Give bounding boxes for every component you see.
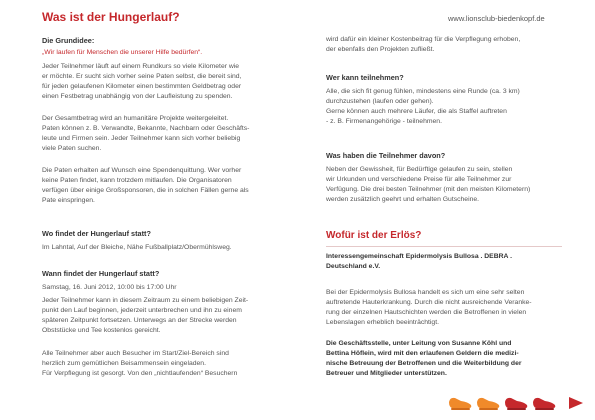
text-line: Obststücke und Tee kostenlos gereicht. <box>42 326 161 334</box>
paragraph-disease <box>326 288 562 327</box>
text-line: Neben der Gewissheit, für Bedürftige gelaufen zu sein, stellen <box>326 166 513 173</box>
text-line: Für Verpflegung ist gesorgt. Von den „nichtlaufenden“ Besuchern <box>42 369 238 377</box>
text-line: verfügen über einige Großsponsoren, die in solchen Fällen gerne als <box>42 186 249 194</box>
organisation-title <box>326 252 562 272</box>
text-line: Bei der Epidermolysis Bullosa handelt es sich um eine sehr selten <box>326 289 525 296</box>
paragraph-receipts <box>42 166 278 205</box>
text-line: Jeder Teilnehmer läuft auf einem Rundkurs so viele Kilometer wie <box>42 63 240 70</box>
running-shoe-icon <box>477 398 499 410</box>
text-line: der ebenfalls den Projekten zufließt. <box>326 45 435 53</box>
paragraph-office <box>326 339 562 378</box>
text-line: auftretende Hauterkrankung. Durch die nicht ausreichende Veranke- <box>326 298 532 306</box>
paragraph-rules <box>42 62 278 101</box>
text-line: Die Paten erhalten auf Wunsch eine Spendenquittung. Wer vorher <box>42 167 242 174</box>
wann-heading: Wann findet der Hungerlauf statt? <box>42 269 160 278</box>
text-line: wir Urkunden und verschiedene Preise für alle Teilnehmer zur <box>326 175 512 183</box>
running-shoe-icon <box>533 398 555 410</box>
text-line: rung der einzelnen Hautschichten werden die Betroffenen in vielen <box>326 308 527 316</box>
paragraph-visitors <box>42 349 278 379</box>
text-line: Der Gesamtbetrag wird an humanitäre Projekte weitergeleitet. <box>42 115 229 122</box>
erloes-heading: Wofür ist der Erlös? <box>326 230 422 241</box>
text-line: Gerne können auch mehrere Läufer, die als Staffel auftreten <box>326 107 507 115</box>
paragraph-sponsors <box>42 114 278 153</box>
divider-line <box>326 246 562 247</box>
text-line: für jeden gelaufenen Kilometer einen bestimmten Geldbetrag oder <box>42 82 242 90</box>
text-line: späteren Zeitpunkt fortsetzen. Unterwegs an der Strecke werden <box>42 316 237 324</box>
paragraph-schedule <box>42 296 278 335</box>
text-line: Alle, die sich fit genug fühlen, mindestens eine Runde (ca. 3 km) <box>326 88 520 95</box>
running-shoe-icon <box>505 398 527 410</box>
text-line: viele Paten suchen. <box>42 144 102 152</box>
text-line: Bettina Höflein, wird mit den erlaufenen Geldern die medizi- <box>326 349 519 357</box>
text-line: Pate einspringen. <box>42 196 95 204</box>
website-url[interactable]: www.lionsclub-biedenkopf.de <box>448 14 545 23</box>
paragraph-participants <box>326 87 562 126</box>
text-line: Lebenslagen erheblich beeinträchtigt. <box>326 318 439 326</box>
text-line: er möchte. Er sucht sich vorher seine Paten selbst, die bereit sind, <box>42 72 242 80</box>
text-line: Verfügung. Die drei besten Teilnehmer (mit den meisten Kilometern) <box>326 185 531 193</box>
text-line: Paten können z. B. Verwandte, Bekannte, Nachbarn oder Geschäfts- <box>42 124 250 132</box>
text-line: werden zusätzlich geehrt und erhalten Gutscheine. <box>326 195 480 203</box>
text-line: Betreuer und Mitglieder unterstützen. <box>326 369 447 377</box>
running-shoes-decoration <box>448 393 564 413</box>
wann-date: Samstag, 16. Juni 2012, 10:00 bis 17:00 Uhr <box>42 284 177 291</box>
next-page-arrow-icon[interactable] <box>568 396 584 410</box>
text-line: keine Paten findet, kann trotzdem mitlaufen. Die Organisatoren <box>42 176 232 184</box>
wer-heading: Wer kann teilnehmen? <box>326 73 404 82</box>
text-line: leute und Firmen sein. Jeder Teilnehmer kann sich vorher beliebig <box>42 134 241 142</box>
text-line: nische Betreuung der Betroffenen und die Weiterbildung der <box>326 359 522 367</box>
paragraph-continuation <box>326 35 562 55</box>
text-line: Die Geschäftsstelle, unter Leitung von Susanne Köhl und <box>326 340 512 347</box>
text-line: Interessengemeinschaft Epidermolysis Bullosa . DEBRA . <box>326 253 512 260</box>
text-line: wird dafür ein kleiner Kostenbeitrag für die Verpflegung erhoben, <box>326 36 521 43</box>
text-line: - z. B. Firmenangehörige - teilnehmen. <box>326 117 442 125</box>
text-line: herzlich zum gemütlichen Beisammensein eingeladen. <box>42 359 206 367</box>
wo-text: Im Lahntal, Auf der Bleiche, Nähe Fußballplatz/Obermühlsweg. <box>42 244 232 251</box>
text-line: einen Festbetrag unabhängig von der Laufleistung zu spenden. <box>42 92 233 100</box>
grundidee-heading: Die Grundidee: <box>42 36 95 45</box>
text-line: punkt den Lauf beginnen, jederzeit unterbrechen und ihn zu einem <box>42 306 242 314</box>
text-line: Deutschland e.V. <box>326 262 381 270</box>
davon-heading: Was haben die Teilnehmer davon? <box>326 151 446 160</box>
wo-heading: Wo findet der Hungerlauf statt? <box>42 229 151 238</box>
running-shoe-icon <box>449 398 471 410</box>
text-line: durchzustehen (laufen oder gehen). <box>326 97 434 105</box>
text-line: Jeder Teilnehmer kann in diesem Zeitraum zu einem beliebigen Zeit- <box>42 297 249 304</box>
text-line: Alle Teilnehmer aber auch Besucher im Start/Ziel-Bereich sind <box>42 350 229 357</box>
paragraph-benefits <box>326 165 562 204</box>
grundidee-quote: „Wir laufen für Menschen die unserer Hilfe bedürfen“. <box>42 49 203 56</box>
page-title: Was ist der Hungerlauf? <box>42 10 180 24</box>
